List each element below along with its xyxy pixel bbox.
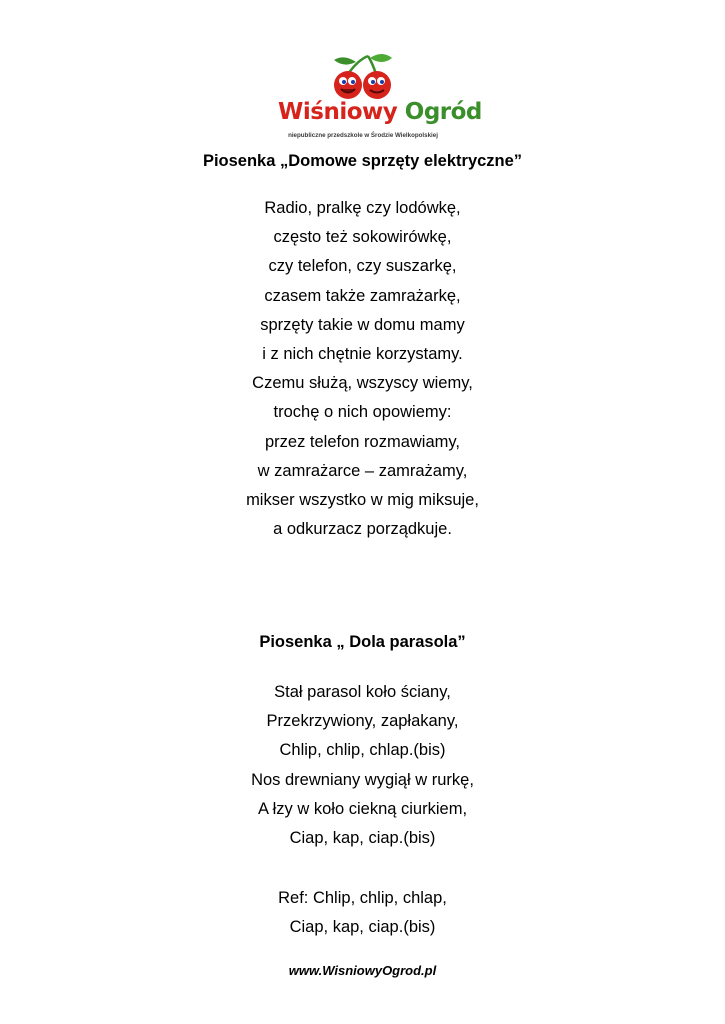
logo (278, 52, 482, 144)
lyric-line: przez telefon rozmawiamy, (264, 432, 460, 451)
song2-stanza (0, 678, 725, 853)
lyric-line: trochę o nich opowiemy: (273, 403, 452, 422)
song1-lyrics (0, 194, 725, 544)
logo-title-part2: Ogród (404, 99, 482, 125)
lyric-line: i z nich chętnie korzystamy. (262, 345, 463, 364)
footer-url: www.WisniowyOgrod.pl (288, 963, 437, 978)
song2-refrain (0, 884, 725, 942)
lyric-line: Czemu służą, wszyscy wiemy, (252, 374, 473, 393)
song2-title: Piosenka „ Dola parasola” (259, 633, 466, 651)
lyric-line: Przekrzywiony, zapłakany, (266, 712, 459, 731)
lyric-line: sprzęty takie w domu mamy (260, 315, 465, 334)
lyric-line: czy telefon, czy suszarkę, (268, 257, 457, 276)
lyric-line: Radio, pralkę czy lodówkę, (264, 199, 461, 217)
lyric-line: Nos drewniany wygiął w rurkę, (251, 770, 474, 789)
logo-title-part1: Wiśniowy (278, 99, 398, 125)
lyric-line: Ref: Chlip, chlip, chlap, (278, 889, 447, 907)
logo-title (278, 98, 482, 126)
lyric-line: A łzy w koło ciekną ciurkiem, (257, 799, 468, 818)
lyric-line: często też sokowirówkę, (273, 228, 452, 247)
cherries-icon (328, 52, 398, 102)
lyric-line: Ciap, kap, ciap.(bis) (289, 918, 436, 937)
lyric-line: Ciap, kap, ciap.(bis) (289, 829, 436, 848)
lyric-line: Chlip, chlip, chlap.(bis) (279, 741, 446, 760)
song1-title: Piosenka „Domowe sprzęty elektryczne” (202, 152, 523, 170)
lyric-line: Stał parasol koło ściany, (274, 683, 451, 701)
lyric-line: czasem także zamrażarkę, (264, 286, 461, 305)
lyric-line: w zamrażarce – zamrażamy, (257, 461, 468, 480)
lyric-line: a odkurzacz porządkuje. (273, 520, 452, 539)
lyric-line: mikser wszystko w mig miksuje, (246, 491, 479, 510)
logo-subtitle: niepubliczne przedszkole w Środzie Wielkopolskiej (288, 132, 438, 139)
